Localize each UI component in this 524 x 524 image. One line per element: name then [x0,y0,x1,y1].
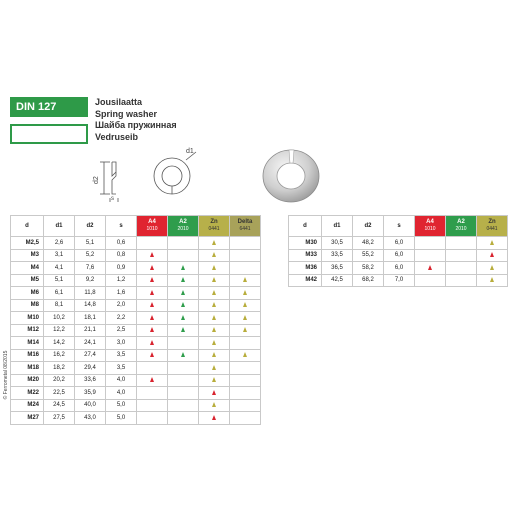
cell-zn [477,237,508,250]
cell-zn [199,362,230,375]
cell-a4 [415,237,446,250]
label-s: s [111,196,114,202]
availability-marker-icon [212,415,216,420]
cell-delta [230,349,261,362]
cell-d1: 24,5 [44,399,75,412]
cell-a2 [446,249,477,262]
col-delta: Delta 6441 [230,216,261,237]
cell-a4 [137,324,168,337]
availability-marker-icon [181,265,185,270]
cell-a4 [137,237,168,250]
availability-marker-icon [243,327,247,332]
cell-zn [199,387,230,400]
availability-marker-icon [243,302,247,307]
availability-marker-icon [212,402,216,407]
cell-zn [199,324,230,337]
availability-marker-icon [181,302,185,307]
availability-marker-icon [181,315,185,320]
cell-a2 [168,374,199,387]
table-row [11,262,261,275]
table-row [11,399,261,412]
cell-a4 [415,262,446,275]
cell-s: 2,0 [106,299,137,312]
cell-a4 [137,374,168,387]
cell-d1: 8,1 [44,299,75,312]
cell-d1: 3,1 [44,249,75,262]
cell-d: M36 [289,262,322,275]
cell-a2 [168,399,199,412]
cell-d: M33 [289,249,322,262]
name-en: Spring washer [95,108,158,119]
cell-zn [199,399,230,412]
cell-delta [230,362,261,375]
availability-marker-icon [490,240,494,245]
col-s: s [106,216,137,237]
size-table-main [10,215,261,425]
cell-zn [199,262,230,275]
label-d2: d2 [93,176,100,184]
cell-a4 [137,262,168,275]
cell-d: M18 [11,362,44,375]
cell-delta [230,374,261,387]
cell-zn [199,374,230,387]
cell-d1: 33,5 [322,249,353,262]
table-row [11,337,261,350]
cell-a2 [446,237,477,250]
availability-marker-icon [490,277,494,282]
cell-delta [230,237,261,250]
table-header-row [11,216,261,237]
table-row [289,249,508,262]
table-row [11,412,261,425]
availability-marker-icon [490,265,494,270]
cell-delta [230,262,261,275]
availability-marker-icon [181,277,185,282]
cell-a2 [168,324,199,337]
col-zn: Zn 0441 [199,216,230,237]
table-row [11,299,261,312]
availability-marker-icon [212,252,216,257]
cell-a2 [168,287,199,300]
cell-delta [230,287,261,300]
cell-s: 1,6 [106,287,137,300]
col-s: s [384,216,415,237]
availability-marker-icon [181,327,185,332]
availability-marker-icon [243,277,247,282]
table-row [11,324,261,337]
cell-d: M4 [11,262,44,275]
cell-d: M16 [11,349,44,362]
col-d1: d1 [44,216,75,237]
cell-delta [230,337,261,350]
table-row [11,287,261,300]
cell-s: 3,5 [106,349,137,362]
cell-a2 [168,312,199,325]
cell-s: 3,5 [106,362,137,375]
cell-d: M10 [11,312,44,325]
cell-s: 4,0 [106,387,137,400]
availability-marker-icon [150,327,154,332]
cell-zn [199,312,230,325]
availability-marker-icon [212,302,216,307]
availability-marker-icon [428,265,432,270]
cell-d: M5 [11,274,44,287]
availability-marker-icon [243,352,247,357]
cell-d: M8 [11,299,44,312]
availability-marker-icon [212,265,216,270]
cell-d: M22 [11,387,44,400]
cell-a4 [137,412,168,425]
cell-delta [230,274,261,287]
cell-d1: 36,5 [322,262,353,275]
cell-d1: 20,2 [44,374,75,387]
cell-d1: 14,2 [44,337,75,350]
cell-zn [477,249,508,262]
table-row [289,237,508,250]
availability-marker-icon [212,377,216,382]
cell-delta [230,412,261,425]
cell-s: 7,0 [384,274,415,287]
availability-marker-icon [212,240,216,245]
cell-s: 6,0 [384,237,415,250]
cell-zn [477,274,508,287]
cell-delta [230,324,261,337]
standard-badge: DIN 127 [10,97,88,117]
cell-s: 4,0 [106,374,137,387]
cell-a4 [137,287,168,300]
cell-a4 [137,399,168,412]
cell-a2 [168,387,199,400]
cell-a2 [168,274,199,287]
cell-d1: 4,1 [44,262,75,275]
cell-d2: 24,1 [75,337,106,350]
col-d2: d2 [75,216,106,237]
availability-marker-icon [212,365,216,370]
cell-s: 6,0 [384,262,415,275]
cell-d2: 29,4 [75,362,106,375]
col-zn: Zn 0441 [477,216,508,237]
cell-d1: 2,6 [44,237,75,250]
cell-d1: 30,5 [322,237,353,250]
availability-marker-icon [150,265,154,270]
col-d: d [289,216,322,237]
cell-d: M3 [11,249,44,262]
product-names [95,97,177,143]
cell-a4 [415,249,446,262]
cell-d2: 27,4 [75,349,106,362]
availability-marker-icon [150,302,154,307]
cell-zn [199,287,230,300]
cell-d: M20 [11,374,44,387]
cell-a2 [168,249,199,262]
col-a2: A2 2010 [446,216,477,237]
cell-a4 [137,312,168,325]
availability-marker-icon [181,290,185,295]
availability-marker-icon [212,340,216,345]
cell-zn [199,349,230,362]
cell-a2 [446,262,477,275]
cell-zn [199,299,230,312]
cell-a2 [168,337,199,350]
cell-a2 [168,362,199,375]
table-row [11,374,261,387]
cell-zn [199,274,230,287]
col-a2: A2 2010 [168,216,199,237]
cell-a4 [137,299,168,312]
cell-zn [199,412,230,425]
cell-d2: 33,6 [75,374,106,387]
cell-s: 3,0 [106,337,137,350]
cell-s: 5,0 [106,412,137,425]
cell-zn [199,337,230,350]
table-row [11,349,261,362]
cell-d2: 21,1 [75,324,106,337]
table-row [289,262,508,275]
cell-a2 [168,299,199,312]
cell-s: 1,2 [106,274,137,287]
cell-a2 [168,349,199,362]
availability-marker-icon [150,352,154,357]
cell-delta [230,249,261,262]
cell-d: M27 [11,412,44,425]
availability-marker-icon [150,340,154,345]
cell-a4 [137,249,168,262]
cell-d2: 14,8 [75,299,106,312]
cell-d2: 55,2 [353,249,384,262]
availability-marker-icon [150,277,154,282]
availability-marker-icon [181,352,185,357]
cell-d2: 18,1 [75,312,106,325]
col-a4: A4 1010 [137,216,168,237]
name-ru: Шайба пружинная [95,120,177,130]
cell-d1: 27,5 [44,412,75,425]
cell-d2: 11,8 [75,287,106,300]
col-d2: d2 [353,216,384,237]
availability-marker-icon [150,290,154,295]
cell-d: M14 [11,337,44,350]
standard-box [10,124,88,144]
cell-s: 0,8 [106,249,137,262]
label-d1: d1 [186,148,194,155]
name-et: Vedruseib [95,131,139,142]
cell-delta [230,312,261,325]
cell-zn [199,237,230,250]
cell-delta [230,387,261,400]
cell-a4 [137,337,168,350]
availability-marker-icon [212,277,216,282]
availability-marker-icon [212,390,216,395]
cell-d: M2,5 [11,237,44,250]
washer-photo [256,146,326,206]
availability-marker-icon [150,315,154,320]
cell-d1: 5,1 [44,274,75,287]
col-a4: A4 1010 [415,216,446,237]
copyright-note: © Ferrometal 08/2015 [3,350,9,400]
cell-d1: 6,1 [44,287,75,300]
cell-d2: 5,2 [75,249,106,262]
cell-a4 [137,362,168,375]
col-d: d [11,216,44,237]
availability-marker-icon [150,252,154,257]
cell-d2: 7,6 [75,262,106,275]
cell-d2: 40,0 [75,399,106,412]
washer-drawing [90,140,250,212]
cell-delta [230,299,261,312]
name-fi: Jousilaatta [95,97,143,107]
cell-s: 5,0 [106,399,137,412]
cell-d1: 18,2 [44,362,75,375]
cell-d: M24 [11,399,44,412]
availability-marker-icon [212,352,216,357]
cell-d1: 42,5 [322,274,353,287]
cell-d: M30 [289,237,322,250]
col-d1: d1 [322,216,353,237]
cell-d1: 16,2 [44,349,75,362]
cell-s: 6,0 [384,249,415,262]
cell-d2: 58,2 [353,262,384,275]
availability-marker-icon [243,315,247,320]
cell-d2: 48,2 [353,237,384,250]
table-row [11,362,261,375]
cell-s: 2,2 [106,312,137,325]
table-header-row [289,216,508,237]
cell-d2: 35,9 [75,387,106,400]
cell-a4 [137,274,168,287]
cell-d2: 5,1 [75,237,106,250]
cell-d2: 9,2 [75,274,106,287]
table-row [11,387,261,400]
availability-marker-icon [212,315,216,320]
cell-d: M12 [11,324,44,337]
cell-a4 [137,349,168,362]
table-row [11,274,261,287]
table-row [11,237,261,250]
cell-a2 [168,412,199,425]
cell-a4 [415,274,446,287]
table-row [11,249,261,262]
cell-d1: 10,2 [44,312,75,325]
cell-d2: 43,0 [75,412,106,425]
availability-marker-icon [150,377,154,382]
cell-zn [477,262,508,275]
cell-d: M6 [11,287,44,300]
cell-a2 [168,262,199,275]
cell-a2 [446,274,477,287]
cell-a4 [137,387,168,400]
availability-marker-icon [212,290,216,295]
cell-a2 [168,237,199,250]
cell-zn [199,249,230,262]
cell-delta [230,399,261,412]
cell-s: 0,6 [106,237,137,250]
table-row [289,274,508,287]
cell-d1: 12,2 [44,324,75,337]
cell-d2: 68,2 [353,274,384,287]
cell-s: 2,5 [106,324,137,337]
cell-d1: 22,5 [44,387,75,400]
cell-d: M42 [289,274,322,287]
size-table-large [288,215,508,287]
availability-marker-icon [212,327,216,332]
table-row [11,312,261,325]
cell-s: 0,9 [106,262,137,275]
availability-marker-icon [243,290,247,295]
availability-marker-icon [490,252,494,257]
